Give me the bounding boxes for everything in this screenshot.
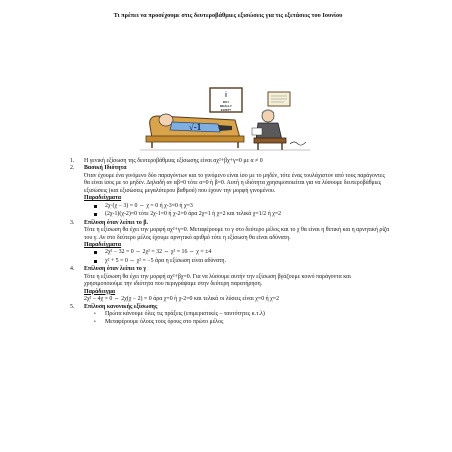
document-body xyxy=(70,158,390,326)
bullet-icon xyxy=(94,260,97,263)
bullet-icon xyxy=(94,213,97,216)
artist-signature xyxy=(290,142,306,145)
example-line: 2χ² − 4χ = 0 ⇔ 2χ(χ − 2) = 0 άρα χ=0 ή χ-2=0 και τελικά οι λύσεις είναι χ=0 ή χ=2 xyxy=(84,296,280,303)
list-item: 1. Η γενική εξίσωση της δευτεροβάθμιας εξίσωσης είναι αχ²+βχ+γ=0 με α ≠ 0 xyxy=(70,158,263,164)
svg-text:REALLY: REALLY xyxy=(220,104,232,108)
list-item: 2χ·(χ − 3) = 0 ⇔ χ = 0 ή χ-3=0 ή χ=3 xyxy=(70,203,390,211)
list-item: • Πρώτα κάνουμε όλες τις πράξεις (επιμεριστικές – ταυτότητες κ.τ.λ) xyxy=(94,311,265,318)
section-heading: Επίλυση όταν λείπει το β. xyxy=(84,219,148,226)
list-item: 3. Επίλυση όταν λείπει το β. xyxy=(70,220,390,227)
section-paragraph: Τότε η εξίσωση θα έχει την μορφή αχ²+βχ=0. Για να λύσουμε αυτήν την εξίσωση βγάζουμε κοινό παράγοντα και χρησιμοποιούμε την ιδιότητα που περιγράψαμε στην δεύτερη παρατήρηση. xyxy=(84,273,351,288)
chair xyxy=(254,138,286,143)
sign-symbol: i xyxy=(225,92,227,99)
svg-text:DO I: DO I xyxy=(222,100,230,104)
list-item: 5. Επίλυση κανονικής εξίσωσης xyxy=(70,304,390,311)
section-heading: Επίλυση όταν λείπει το γ xyxy=(84,266,147,273)
example-label: Παραδείγματα xyxy=(84,195,122,202)
list-item: χ² + 5 = 0 ⇔ χ² = −5 άρα η εξίσωση είναι αδύνατη. xyxy=(70,258,390,266)
page-title: Τι πρέπει να προσέχουμε στις δευτεροβάθμιες εξισώσεις για τις εξετάσεις του Ιουνίου xyxy=(113,12,343,19)
list-item: 4. Επίλυση όταν λείπει το γ xyxy=(70,266,390,273)
section-heading: Επίλυση κανονικής εξίσωσης xyxy=(84,303,158,310)
shirt-symbol: √-1 xyxy=(188,122,202,132)
svg-text:EXIST?: EXIST? xyxy=(220,108,232,112)
section-heading: Βασική Ιδιότητα xyxy=(84,165,127,172)
list-item: (2χ-1)(χ-2)=0 τότε 2χ-1=0 ή χ-2=0 άρα 2χ=1 ή χ=2 και τελικά χ=1/2 ή χ=2 xyxy=(70,211,390,219)
example-label: Παραδείγματα xyxy=(84,241,122,248)
list-item: 2χ² − 32 = 0 ⇔ 2χ² = 32 ⇔ χ² = 16 ⇔ χ = ±4 xyxy=(70,249,390,257)
section-paragraph: Όταν έχουμε ένα γινόμενο δύο παραγόντων και το γινόμενο είναι ίσο με το μηδέν, τότε ένας τουλάχιστον από τους παράγοντες θα είναι ίσος με το μηδέν. Δηλαδή αν αβ=0 τότε α=0 ή β=0. Αυτή η ιδιότητα χρησιμοποιείται για να λύσουμε δευτεροβάθμιες εξισώσεις (και εξισώσεις μεγαλύτερου βαθμού) που έχουν την μορφή γινομένου. xyxy=(84,172,385,194)
bullet-icon xyxy=(94,251,97,254)
cartoon-illustration xyxy=(140,86,310,154)
bullet-icon xyxy=(94,205,97,208)
section-paragraph: Τότε η εξίσωση θα έχει την μορφή αχ²+γ=0. Μεταφέρουμε το γ στο δεύτερο μέλος και το χ θα είναι η θετική και η αρνητική ρίζα του γ. Αν στο δεύτερο μέλος έχουμε αρνητικό αριθμό τότε η εξίσωση θα είναι αδύνατη. xyxy=(84,227,390,241)
example-label: Παράδειγμα xyxy=(84,288,116,295)
list-item: • Μεταφέρουμε όλους τους όρους στο πρώτο μέλος xyxy=(94,318,224,325)
list-item: 2. Βασική Ιδιότητα xyxy=(70,165,390,172)
